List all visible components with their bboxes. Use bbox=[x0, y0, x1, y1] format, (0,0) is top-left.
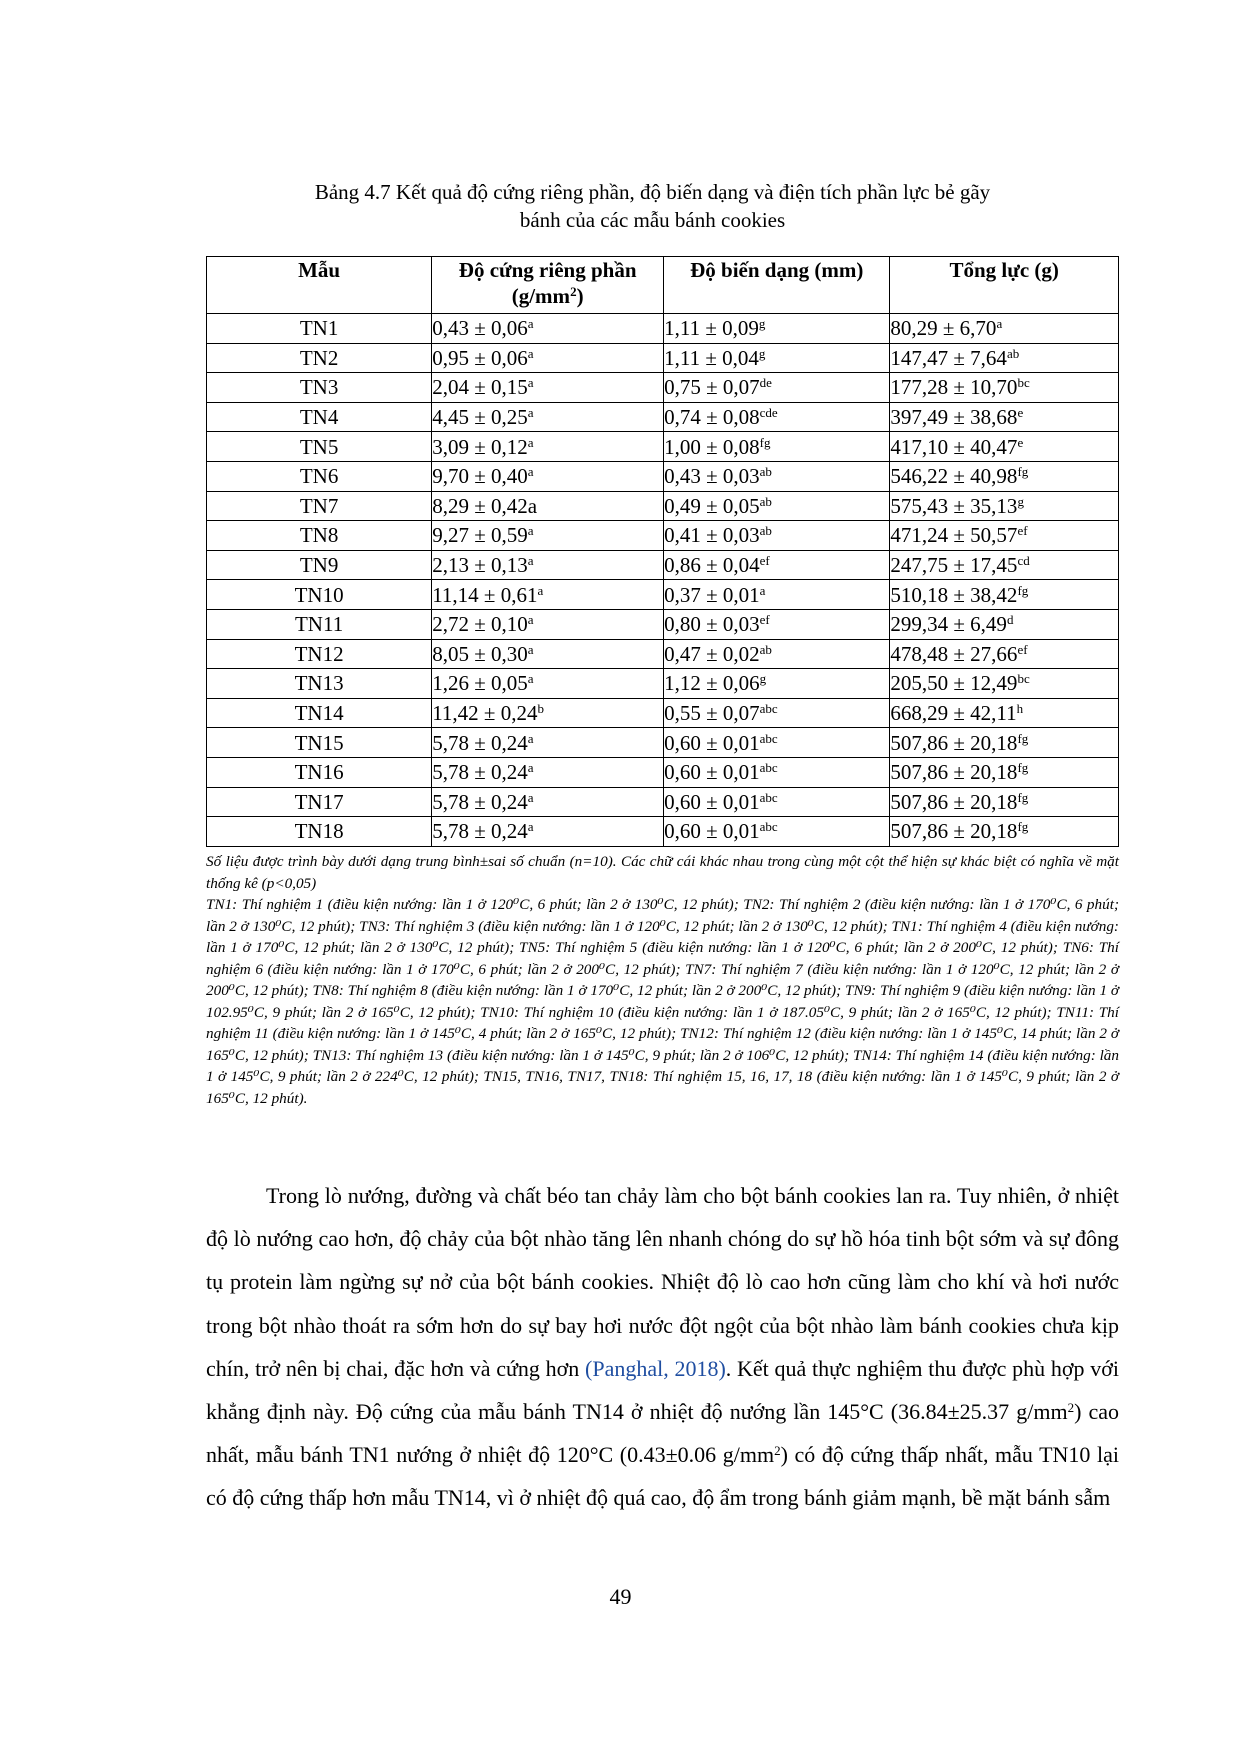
cell-deformation: 0,86 ± 0,04$^{ef}$ bbox=[664, 550, 890, 580]
cell-sample: TN18 bbox=[207, 817, 432, 847]
cell-total-force: 507,86 ± 20,18$^{fg}$ bbox=[890, 817, 1119, 847]
cell-deformation: 0,74 ± 0,08$^{cde}$ bbox=[664, 402, 890, 432]
header-deformation: Độ biến dạng (mm) bbox=[664, 257, 890, 314]
cell-hardness: 9,70 ± 0,40$^a$ bbox=[432, 461, 664, 491]
cell-total-force: 575,43 ± 35,13$^g$ bbox=[890, 491, 1119, 521]
table-row bbox=[207, 461, 1119, 491]
cell-hardness: 5,78 ± 0,24$^a$ bbox=[432, 817, 664, 847]
cell-deformation: 0,37 ± 0,01$^a$ bbox=[664, 580, 890, 610]
cell-sample: TN3 bbox=[207, 373, 432, 403]
page-number: 49 bbox=[609, 1584, 632, 1609]
cell-sample: TN6 bbox=[207, 461, 432, 491]
cell-sample: TN5 bbox=[207, 432, 432, 462]
body-paragraph: Trong lò nướng, đường và chất béo tan chảy làm cho bột bánh cookies lan ra. Tuy nhiên, ở nhiệt độ lò nướng cao hơn, độ chảy của bột nhào tăng lên nhanh chóng do sự hồ hóa tinh bột sớm và sự đông tụ protein làm ngừng sự nở của bột bánh cookies. Nhiệt độ lò cao hơn cũng làm cho khí và hơi nước trong bột nhào thoát ra sớm hơn do sự bay hơi nước đột ngột của bột nhào làm bánh cookies chưa kịp chín, trở nên bị chai, đặc hơn và cứng hơn (Panghal, 2018). Kết quả thực nghiệm thu được phù hợp với khẳng định này. Độ cứng của mẫu bánh TN14 ở nhiệt độ nướng lần 145°C (36.84±25.37 $g/mm^2$) cao nhất, mẫu bánh TN1 nướng ở nhiệt độ 120°C (0.43±0.06 $g/mm^2$) có độ cứng thấp nhất, mẫu TN10 lại có độ cứng thấp hơn mẫu TN14, vì ở nhiệt độ quá cao, độ ẩm trong bánh giảm mạnh, bề mặt bánh sẫm bbox=[206, 1183, 1120, 1511]
cell-deformation: 1,11 ± 0,09$^g$ bbox=[664, 314, 890, 344]
cell-total-force: 247,75 ± 17,45$^{cd}$ bbox=[890, 550, 1119, 580]
cell-hardness: 1,26 ± 0,05$^a$ bbox=[432, 669, 664, 699]
cell-sample: TN11 bbox=[207, 609, 432, 639]
table-row bbox=[207, 787, 1119, 817]
table-row bbox=[207, 698, 1119, 728]
cell-sample: TN8 bbox=[207, 521, 432, 551]
table-row bbox=[207, 314, 1119, 344]
cell-hardness: 5,78 ± 0,24$^a$ bbox=[432, 787, 664, 817]
table-row bbox=[207, 609, 1119, 639]
cell-total-force: 471,24 ± 50,57$^{ef}$ bbox=[890, 521, 1119, 551]
cell-total-force: 478,48 ± 27,66$^{ef}$ bbox=[890, 639, 1119, 669]
notes-experiments: TN1: Thí nghiệm 1 (điều kiện nướng: lần 1 ở 120⁰C, 6 phút; lần 2 ở 130⁰C, 12 phút); TN2: Thí nghiệm 2 (điều kiện nướng: lần 1 ở 170⁰C, 6 phút; lần 2 ở 130⁰C, 12 phút); TN3: Thí nghiệm 3 (điều kiện nướng: lần 1 ở 120⁰C, 12 phút; lần 2 ở 130⁰C, 12 phút); TN1: Thí nghiệm 4 (điều kiện nướng: lần 1 ở 170⁰C, 12 phút; lần 2 ở 130⁰C, 12 phút); TN5: Thí nghiệm 5 (điều kiện nướng: lần 1 ở 120⁰C, 6 phút; lần 2 ở 200⁰C, 12 phút); TN6: Thí nghiệm 6 (điều kiện nướng: lần 1 ở 170⁰C, 6 phút; lần 2 ở 200⁰C, 12 phút); TN7: Thí nghiệm 7 (điều kiện nướng: lần 1 ở 120⁰C, 12 phút; lần 2 ở 200⁰C, 12 phút); TN8: Thí nghiệm 8 (điều kiện nướng: lần 1 ở 170⁰C, 12 phút; lần 2 ở 200⁰C, 12 phút); TN9: Thí nghiệm 9 (điều kiện nướng: lần 1 ở 102.95⁰C, 9 phút; lần 2 ở 165⁰C, 12 phút); TN10: Thí nghiệm 10 (điều kiện nướng: lần 1 ở 187.05⁰C, 9 phút; lần 2 ở 165⁰C, 12 phút); TN11: Thí nghiệm 11 (điều kiện nướng: lần 1 ở 145⁰C, 4 phút; lần 2 ở 165⁰C, 12 phút); TN12: Thí nghiệm 12 (điều kiện nướng: lần 1 ở 145⁰C, 14 phút; lần 2 ở 165⁰C, 12 phút); TN13: Thí nghiệm 13 (điều kiện nướng: lần 1 ở 145⁰C, 9 phút; lần 2 ở 106⁰C, 12 phút); TN14: Thí nghiệm 14 (điều kiện nướng: lần 1 ở 145⁰C, 9 phút; lần 2 ở 224⁰C, 12 phút); TN15, TN16, TN17, TN18: Thí nghiệm 15, 16, 17, 18 (điều kiện nướng: lần 1 ở 145⁰C, 9 phút; lần 2 ở 165⁰C, 12 phút). bbox=[206, 896, 1119, 1107]
cell-sample: TN16 bbox=[207, 757, 432, 787]
cell-sample: TN15 bbox=[207, 728, 432, 758]
cell-hardness: 9,27 ± 0,59$^a$ bbox=[432, 521, 664, 551]
table-row bbox=[207, 817, 1119, 847]
cell-total-force: 299,34 ± 6,49$^d$ bbox=[890, 609, 1119, 639]
results-table bbox=[206, 256, 1119, 847]
table-row bbox=[207, 402, 1119, 432]
cell-total-force: 507,86 ± 20,18$^{fg}$ bbox=[890, 787, 1119, 817]
table-row bbox=[207, 580, 1119, 610]
cell-deformation: 1,12 ± 0,06$^g$ bbox=[664, 669, 890, 699]
header-total-force: Tổng lực (g) bbox=[890, 257, 1119, 314]
cell-deformation: 0,75 ± 0,07de bbox=[664, 373, 890, 403]
cell-total-force: 510,18 ± 38,42$^{fg}$ bbox=[890, 580, 1119, 610]
cell-hardness: 8,05 ± 0,30$^a$ bbox=[432, 639, 664, 669]
table-row bbox=[207, 639, 1119, 669]
cell-total-force: 507,86 ± 20,18$^{fg}$ bbox=[890, 728, 1119, 758]
cell-total-force: 80,29 ± 6,70$^a$ bbox=[890, 314, 1119, 344]
cell-hardness: 2,13 ± 0,13$^a$ bbox=[432, 550, 664, 580]
table-row bbox=[207, 373, 1119, 403]
cell-sample: TN14 bbox=[207, 698, 432, 728]
table-notes bbox=[206, 851, 1119, 1109]
cell-deformation: 0,43 ± 0,03$^{ab}$ bbox=[664, 461, 890, 491]
header-hardness: Độ cứng riêng phần $(g/mm^2)$ bbox=[432, 257, 664, 314]
cell-deformation: 0,41 ± 0,03$^{ab}$ bbox=[664, 521, 890, 551]
table-row bbox=[207, 669, 1119, 699]
cell-deformation: 0,60 ± 0,01$^{abc}$ bbox=[664, 787, 890, 817]
cell-deformation: 0,47 ± 0,02$^{ab}$ bbox=[664, 639, 890, 669]
cell-deformation: 0,55 ± 0,07$^{abc}$ bbox=[664, 698, 890, 728]
cell-sample: TN12 bbox=[207, 639, 432, 669]
cell-sample: TN13 bbox=[207, 669, 432, 699]
cell-hardness: 11,14 ± 0,61$^a$ bbox=[432, 580, 664, 610]
table-row bbox=[207, 550, 1119, 580]
table-row bbox=[207, 521, 1119, 551]
cell-total-force: 397,49 ± 38,68$^e$ bbox=[890, 402, 1119, 432]
cell-deformation: 0,80 ± 0,03$^{ef}$ bbox=[664, 609, 890, 639]
cell-hardness: 8,29 ± 0,42a bbox=[432, 491, 664, 521]
cell-hardness: 3,09 ± 0,12$^a$ bbox=[432, 432, 664, 462]
cell-hardness: 0,95 ± 0,06$^a$ bbox=[432, 343, 664, 373]
cell-hardness: 11,42 ± 0,24$^b$ bbox=[432, 698, 664, 728]
cell-total-force: 546,22 ± 40,98$^{fg}$ bbox=[890, 461, 1119, 491]
table-row bbox=[207, 432, 1119, 462]
cell-hardness: 5,78 ± 0,24$^a$ bbox=[432, 757, 664, 787]
cell-deformation: 0,60 ± 0,01$^{abc}$ bbox=[664, 728, 890, 758]
table-row bbox=[207, 728, 1119, 758]
cell-total-force: 668,29 ± 42,11$^h$ bbox=[890, 698, 1119, 728]
cell-total-force: 177,28 ± 10,70$^{bc}$ bbox=[890, 373, 1119, 403]
cell-sample: TN10 bbox=[207, 580, 432, 610]
cell-deformation: 0,60 ± 0,01$^{abc}$ bbox=[664, 757, 890, 787]
cell-sample: TN1 bbox=[207, 314, 432, 344]
table-row bbox=[207, 757, 1119, 787]
table-row bbox=[207, 343, 1119, 373]
cell-sample: TN7 bbox=[207, 491, 432, 521]
cell-total-force: 147,47 ± 7,64$^{ab}$ bbox=[890, 343, 1119, 373]
notes-statistics: Số liệu được trình bày dưới dạng trung bình±sai số chuẩn (n=10). Các chữ cái khác nhau trong cùng một cột thể hiện sự khác biệt có nghĩa về mặt thống kê (p<0,05) bbox=[206, 853, 1119, 892]
caption-line-1: Bảng 4.7 Kết quả độ cứng riêng phần, độ biến dạng và điện tích phần lực bẻ gãy bbox=[314, 180, 991, 204]
header-sample: Mẫu bbox=[207, 257, 432, 314]
cell-deformation: 0,60 ± 0,01$^{abc}$ bbox=[664, 817, 890, 847]
table-header-row bbox=[207, 257, 1119, 314]
table-row bbox=[207, 491, 1119, 521]
cell-deformation: 1,00 ± 0,08$^{fg}$ bbox=[664, 432, 890, 462]
cell-sample: TN9 bbox=[207, 550, 432, 580]
table-caption bbox=[205, 178, 1100, 234]
cell-total-force: 507,86 ± 20,18$^{fg}$ bbox=[890, 757, 1119, 787]
cell-total-force: 205,50 ± 12,49$^{bc}$ bbox=[890, 669, 1119, 699]
cell-total-force: 417,10 ± 40,47$^e$ bbox=[890, 432, 1119, 462]
cell-hardness: 5,78 ± 0,24$^a$ bbox=[432, 728, 664, 758]
cell-hardness: 2,04 ± 0,15$^a$ bbox=[432, 373, 664, 403]
caption-line-2: bánh của các mẫu bánh cookies bbox=[519, 208, 786, 232]
cell-sample: TN17 bbox=[207, 787, 432, 817]
cell-hardness: 4,45 ± 0,25$^a$ bbox=[432, 402, 664, 432]
cell-sample: TN2 bbox=[207, 343, 432, 373]
citation-link[interactable]: (Panghal, 2018) bbox=[585, 1355, 726, 1381]
cell-deformation: 0,49 ± 0,05$^{ab}$ bbox=[664, 491, 890, 521]
cell-deformation: 1,11 ± 0,04$^g$ bbox=[664, 343, 890, 373]
cell-hardness: 0,43 ± 0,06$^a$ bbox=[432, 314, 664, 344]
cell-sample: TN4 bbox=[207, 402, 432, 432]
cell-hardness: 2,72 ± 0,10$^a$ bbox=[432, 609, 664, 639]
